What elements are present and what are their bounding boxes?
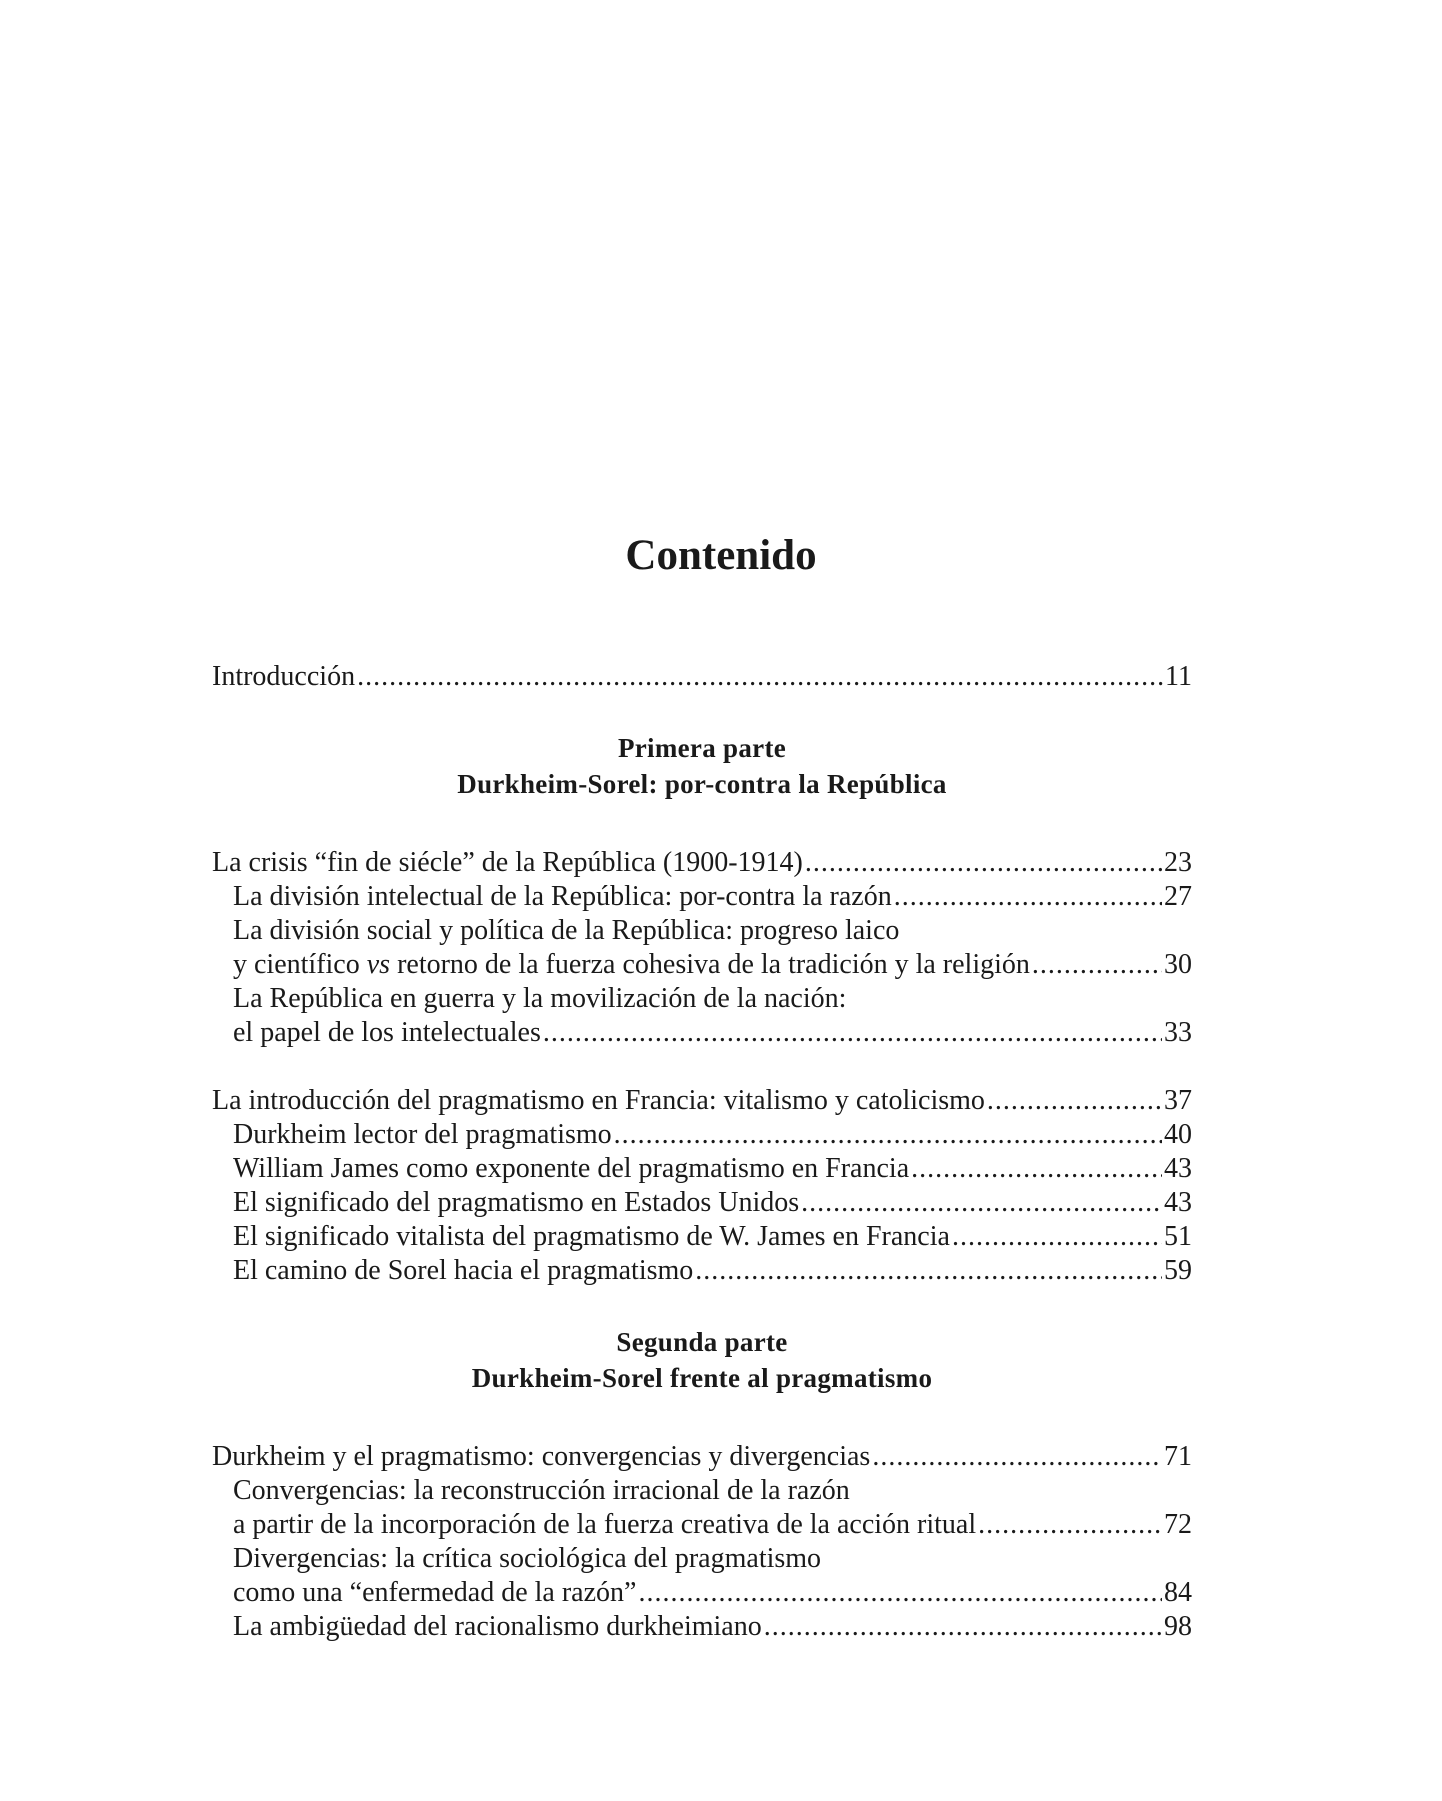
toc-page-number: 98	[1164, 1611, 1192, 1642]
toc-page-number: 43	[1164, 1153, 1192, 1184]
toc-entry-section	[212, 1508, 1192, 1542]
dot-leader	[894, 880, 1162, 914]
toc-entry-section-line	[212, 1542, 1192, 1576]
toc-entry-text: como una “enfermedad de la razón”	[233, 1577, 637, 1608]
dot-leader	[695, 1254, 1162, 1288]
toc-entry-text: La ambigüedad del racionalismo durkheimiano	[233, 1611, 762, 1642]
part-subtitle: Durkheim-Sorel frente al pragmatismo	[471, 1363, 933, 1393]
toc-entry-section	[212, 1610, 1192, 1644]
toc-entry-text: La división intelectual de la República: por-contra la razón	[233, 881, 892, 912]
dot-leader	[801, 1186, 1162, 1220]
toc-page-number: 84	[1164, 1577, 1192, 1608]
toc-page-number: 40	[1164, 1119, 1192, 1150]
toc-entry-chapter	[212, 846, 1192, 880]
toc-entry-section-line	[212, 1474, 1192, 1508]
toc-entry-chapter	[212, 1084, 1192, 1118]
dot-leader	[911, 1152, 1162, 1186]
dot-leader	[805, 846, 1162, 880]
toc-entry-section	[212, 1118, 1192, 1152]
toc-page-number: 37	[1164, 1085, 1192, 1116]
toc-entry-text: El significado vitalista del pragmatismo de W. James en Francia	[233, 1221, 950, 1252]
toc-entry-text: el papel de los intelectuales	[233, 1017, 541, 1048]
dot-leader	[987, 1084, 1162, 1118]
toc-entry-text: Durkheim y el pragmatismo: convergencias y divergencias	[212, 1441, 871, 1472]
part-subtitle: Durkheim-Sorel: por-contra la República	[457, 769, 947, 799]
toc-entry-text: a partir de la incorporación de la fuerza creativa de la acción ritual	[233, 1509, 977, 1540]
toc-entry-section	[212, 1016, 1192, 1050]
toc-entry-text: Durkheim lector del pragmatismo	[233, 1119, 612, 1150]
toc-entry-text: El camino de Sorel hacia el pragmatismo	[233, 1255, 694, 1286]
toc-page-number: 23	[1164, 847, 1192, 878]
toc-entry-text: La República en guerra y la movilización de la nación:	[233, 983, 847, 1014]
dot-leader	[638, 1576, 1162, 1610]
toc-page-number: 33	[1164, 1017, 1192, 1048]
dot-leader	[357, 660, 1163, 694]
toc-entry-text: Convergencias: la reconstrucción irracional de la razón	[233, 1475, 850, 1506]
toc-page-number: 27	[1164, 881, 1192, 912]
dot-leader	[1032, 948, 1162, 982]
dot-leader	[614, 1118, 1162, 1152]
dot-leader	[543, 1016, 1162, 1050]
toc-entry-section	[212, 1220, 1192, 1254]
toc-entry-section	[212, 1186, 1192, 1220]
toc-entry-section	[212, 880, 1192, 914]
toc-entry-section-line	[212, 982, 1192, 1016]
toc-page-number: 51	[1164, 1221, 1192, 1252]
toc-page-number: 43	[1164, 1187, 1192, 1218]
dot-leader	[952, 1220, 1162, 1254]
toc-page-number: 71	[1164, 1441, 1192, 1472]
dot-leader	[978, 1508, 1162, 1542]
toc-entry-section	[212, 1576, 1192, 1610]
toc-entry-section	[212, 1254, 1192, 1288]
toc-entry-text: y científico vs retorno de la fuerza cohesiva de la tradición y la religión	[233, 949, 1030, 980]
dot-leader	[764, 1610, 1162, 1644]
part-label: Segunda parte	[616, 1327, 788, 1357]
toc-page-number: 11	[1165, 661, 1192, 692]
toc-entry-introduccion	[212, 660, 1192, 694]
toc-entry-text: William James como exponente del pragmatismo en Francia	[233, 1153, 910, 1184]
toc-entry-text: El significado del pragmatismo en Estados Unidos	[233, 1187, 800, 1218]
toc-entry-text: La división social y política de la República: progreso laico	[233, 915, 900, 946]
italic-vs: vs	[366, 949, 391, 980]
page-title: Contenido	[625, 532, 817, 579]
dot-leader	[872, 1440, 1162, 1474]
toc-entry-text: Introducción	[212, 661, 356, 692]
table-of-contents	[212, 660, 1192, 1644]
toc-entry-text: Divergencias: la crítica sociológica del pragmatismo	[233, 1543, 822, 1574]
toc-entry-section-line	[212, 914, 1192, 948]
toc-page-number: 59	[1164, 1255, 1192, 1286]
toc-page-number: 30	[1164, 949, 1192, 980]
toc-entry-section	[212, 948, 1192, 982]
toc-entry-section	[212, 1152, 1192, 1186]
toc-entry-text: La crisis “fin de siécle” de la República (1900-1914)	[212, 847, 803, 878]
toc-entry-text: La introducción del pragmatismo en Francia: vitalismo y catolicismo	[212, 1085, 985, 1116]
part-label: Primera parte	[617, 733, 787, 763]
toc-page-number: 72	[1164, 1509, 1192, 1540]
toc-entry-chapter	[212, 1440, 1192, 1474]
